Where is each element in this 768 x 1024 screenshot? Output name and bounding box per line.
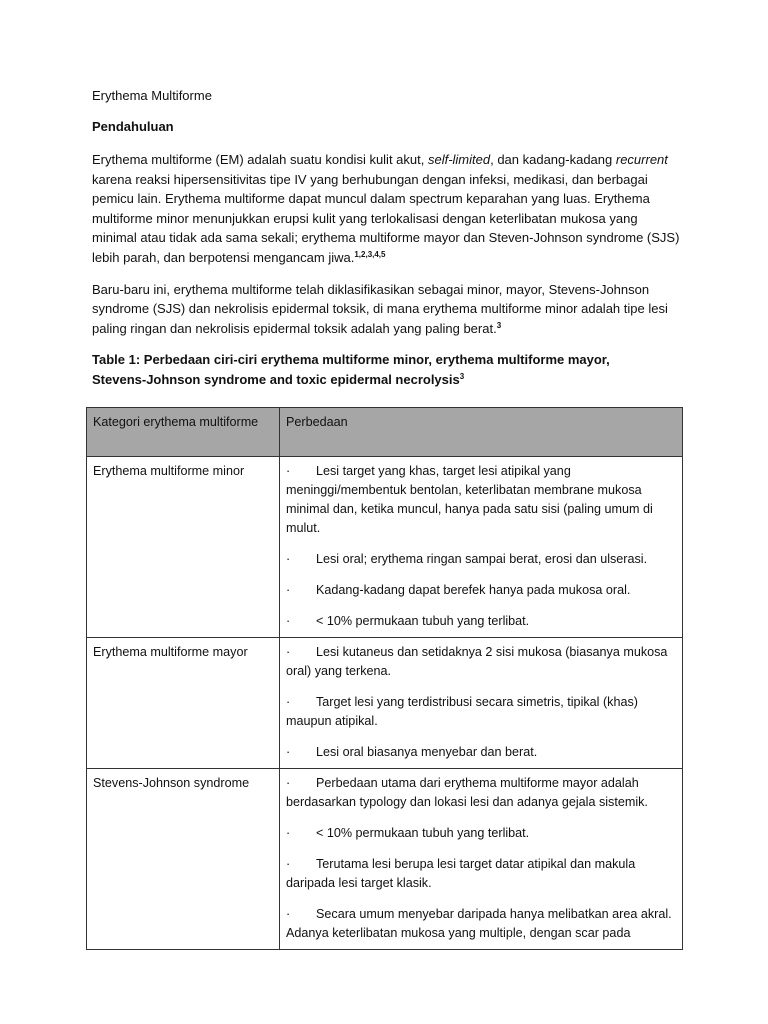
category-cell: Erythema multiforme mayor [87, 637, 280, 768]
bullet-text: Secara umum menyebar daripada hanya melibatkan area akral. Adanya keterlibatan mukosa yang multiple, dengan scar pada [286, 906, 672, 940]
bullet-dot-icon: · [286, 906, 291, 921]
bullet-item [286, 824, 676, 843]
bullet-text: Perbedaan utama dari erythema multiforme mayor adalah berdasarkan typology dan lokasi lesi dan adanya gejala sistemik. [286, 775, 648, 809]
category-cell: Stevens-Johnson syndrome [87, 768, 280, 949]
bullet-item [286, 550, 676, 569]
table-body [87, 456, 683, 949]
intro-text-1: Erythema multiforme (EM) adalah suatu kondisi kulit akut, [92, 152, 428, 167]
intro-text-2: , dan kadang-kadang [490, 152, 616, 167]
bullet-item [286, 462, 676, 538]
bullet-dot-icon: · [286, 694, 291, 709]
bullet-text: Target lesi yang terdistribusi secara simetris, tipikal (khas) maupun atipikal. [286, 694, 638, 728]
differences-cell [280, 768, 683, 949]
bullet-item [286, 693, 676, 731]
bullet-text: Terutama lesi berupa lesi target datar atipikal dan makula daripada lesi target klasik. [286, 856, 636, 890]
intro-reference: 1,2,3,4,5 [354, 249, 386, 259]
bullet-item [286, 905, 676, 943]
bullet-dot-icon: · [286, 463, 291, 478]
bullet-item [286, 743, 676, 762]
comparison-table [86, 407, 683, 950]
bullet-text: Lesi target yang khas, target lesi atipikal yang meninggi/membentuk bentolan, keterlibatan membrane mukosa minimal dan, ketika muncul, hanya pada satu sisi (paling umum di mulut. [286, 463, 653, 535]
section-heading: Pendahuluan [92, 119, 174, 134]
bullet-item [286, 612, 676, 631]
classification-reference: 3 [496, 320, 502, 330]
table-caption-reference: 3 [459, 371, 465, 381]
bullet-text: < 10% permukaan tubuh yang terlibat. [316, 613, 530, 628]
table-row [87, 456, 683, 637]
bullet-text: Lesi oral biasanya menyebar dan berat. [316, 744, 538, 759]
bullet-item [286, 643, 676, 681]
bullet-text: Lesi oral; erythema ringan sampai berat, erosi dan ulserasi. [316, 551, 648, 566]
classification-paragraph [92, 280, 684, 339]
table-caption-text: Table 1: Perbedaan ciri-ciri erythema multiforme minor, erythema multiforme mayor, Stevens-Johnson syndrome and toxic epidermal necrolysis [92, 352, 610, 387]
differences-cell [280, 637, 683, 768]
differences-cell [280, 456, 683, 637]
bullet-item [286, 774, 676, 812]
bullet-text: < 10% permukaan tubuh yang terlibat. [316, 825, 530, 840]
bullet-text: Lesi kutaneus dan setidaknya 2 sisi mukosa (biasanya mukosa oral) yang terkena. [286, 644, 668, 678]
bullet-item [286, 855, 676, 893]
bullet-dot-icon: · [286, 775, 291, 790]
document-title: Erythema Multiforme [92, 88, 212, 103]
table-caption [92, 350, 662, 389]
bullet-dot-icon: · [286, 856, 291, 871]
bullet-item [286, 581, 676, 600]
table-row [87, 768, 683, 949]
intro-paragraph [92, 150, 684, 268]
classification-text: Baru-baru ini, erythema multiforme telah diklasifikasikan sebagai minor, mayor, Stevens-Johnson syndrome (SJS) dan nekrolisis epidermal toksik, di mana erythema multiforme minor adalah tipe lesi paling ringan dan nekrolisis epidermal toksik adalah yang paling berat. [92, 281, 668, 336]
intro-emphasis-recurrent: recurrent [615, 152, 668, 167]
header-differences: Perbedaan [280, 407, 683, 456]
bullet-dot-icon: · [286, 551, 291, 566]
intro-text-3: karena reaksi hipersensitivitas tipe IV yang berhubungan dengan infeksi, medikasi, dan berbagai pemicu lain. Erythema multiforme dapat muncul dalam spectrum keparahan yang luas. Erythema multiforme minor menunjukkan erupsi kulit yang terlokalisasi dengan keterlibatan mukosa yang minimal atau tidak ada sama sekali; erythema multiforme mayor dan Steven-Johnson syndrome (SJS) lebih parah, dan berpotensi mengancam jiwa. [92, 171, 680, 265]
intro-emphasis-self-limited: self-limited [427, 152, 491, 167]
table-header-row [87, 407, 683, 456]
bullet-dot-icon: · [286, 613, 291, 628]
bullet-dot-icon: · [286, 582, 291, 597]
bullet-dot-icon: · [286, 825, 291, 840]
document-page [92, 86, 684, 950]
bullet-text: Kadang-kadang dapat berefek hanya pada mukosa oral. [316, 582, 631, 597]
bullet-dot-icon: · [286, 644, 291, 659]
table-row [87, 637, 683, 768]
header-category: Kategori erythema multiforme [87, 407, 280, 456]
bullet-dot-icon: · [286, 744, 291, 759]
category-cell: Erythema multiforme minor [87, 456, 280, 637]
